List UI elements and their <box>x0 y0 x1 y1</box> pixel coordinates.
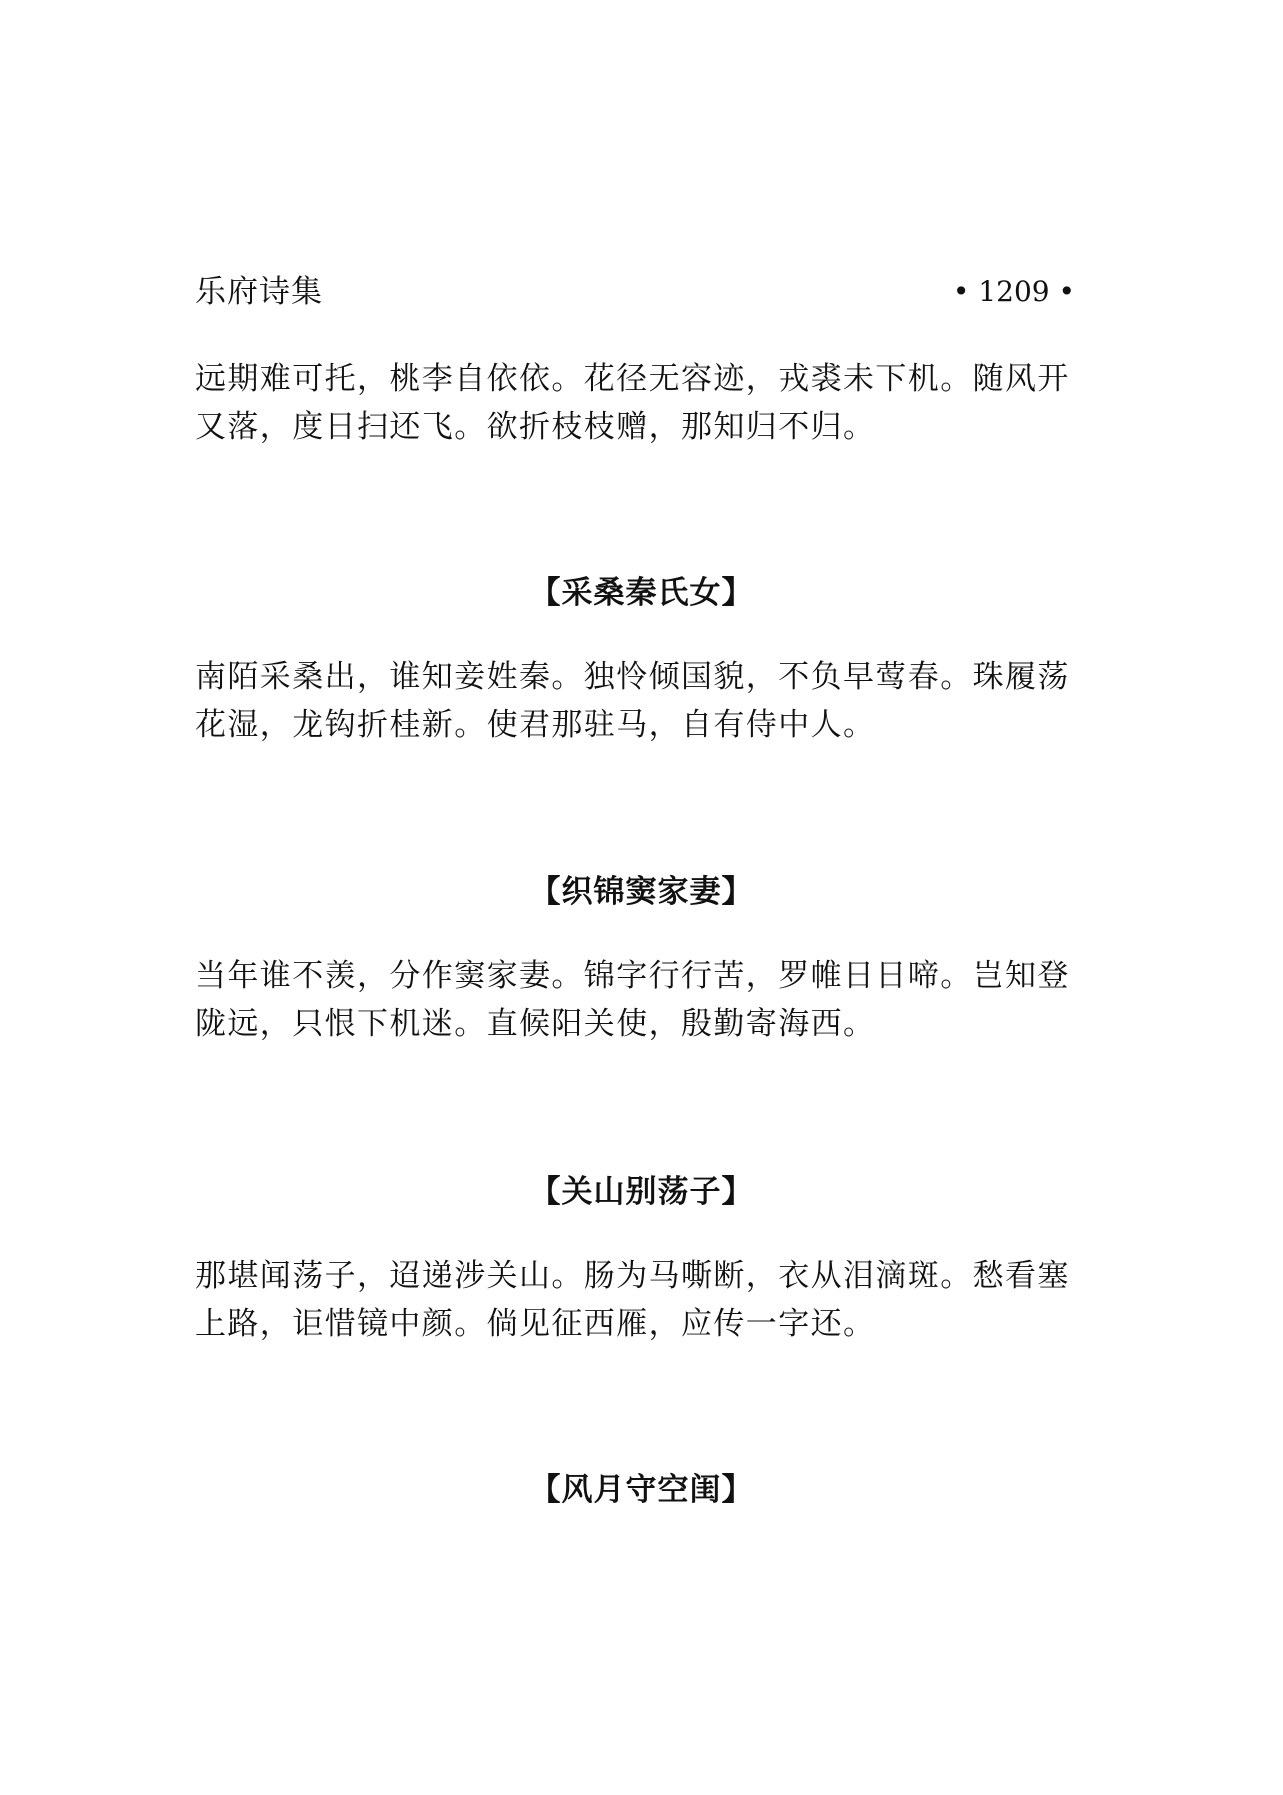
page-number: • 1209 • <box>952 275 1075 308</box>
poem-title: 【风月守空闺】 <box>529 1472 754 1508</box>
poem-text-continued: 远期难可托，桃李自依依。花径无容迹，戎裘未下机。随风开又落，度日扫还飞。欲折枝枝赠，那知归不归。 <box>195 361 1070 445</box>
poem-text: 当年谁不羡，分作窦家妻。锦字行行苦，罗帷日日啼。岂知登陇远，只恨下机迷。直候阳关使，殷勤寄海西。 <box>195 958 1070 1042</box>
poem-title: 【关山别荡子】 <box>529 1174 754 1210</box>
running-header-title: 乐府诗集 <box>195 274 323 310</box>
poem-title: 【织锦窦家妻】 <box>529 874 754 910</box>
poem-title: 【采桑秦氏女】 <box>529 575 754 611</box>
poem-text: 那堪闻荡子，迢递涉关山。肠为马嘶断，衣从泪滴斑。愁看塞上路，讵惜镜中颜。倘见征西雁，应传一字还。 <box>195 1258 1070 1342</box>
poem-text: 南陌采桑出，谁知妾姓秦。独怜倾国貌，不负早莺春。珠履荡花湿，龙钩折桂新。使君那驻马，自有侍中人。 <box>195 659 1070 743</box>
